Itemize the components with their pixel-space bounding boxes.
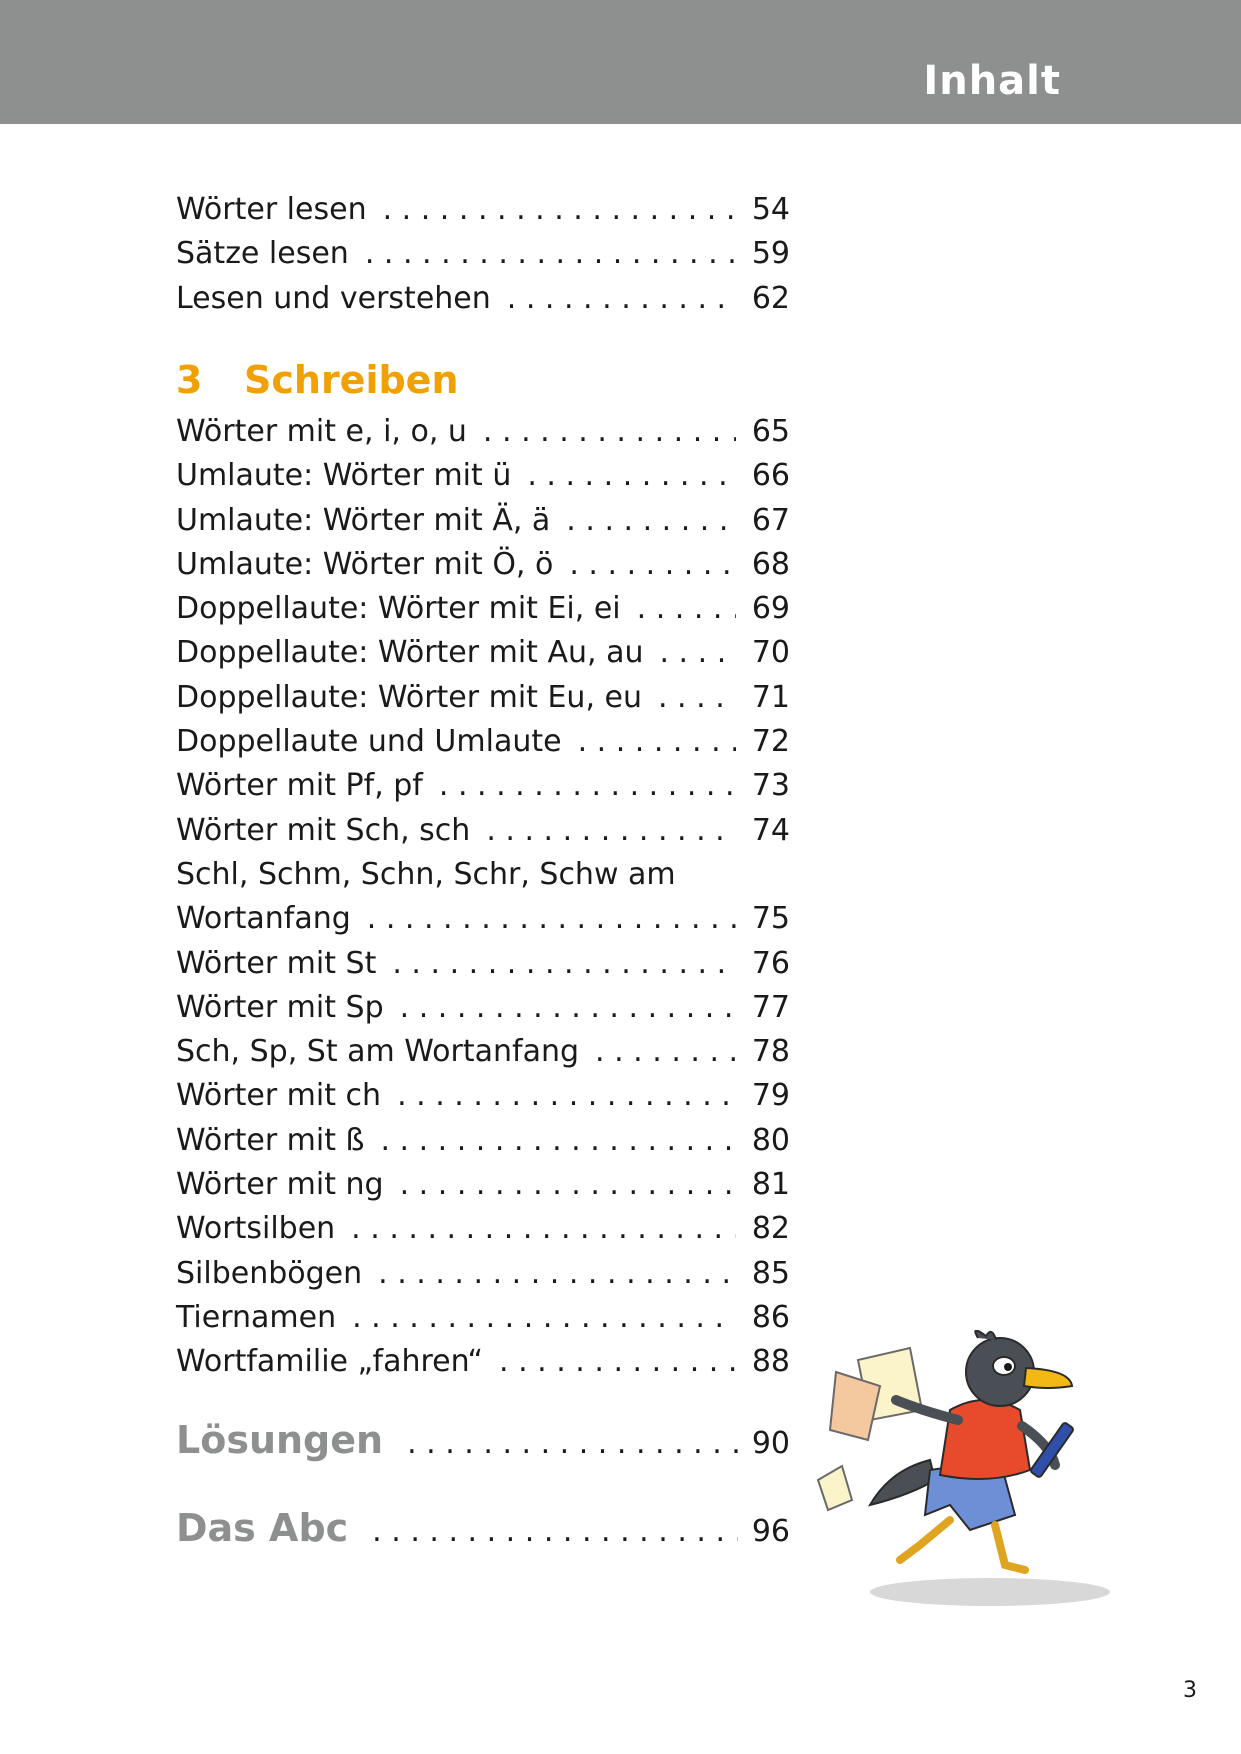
toc-entry[interactable] (176, 499, 790, 543)
toc-entry-label: Wortsilben (176, 1211, 336, 1247)
toc-entry-page: 79 (751, 1078, 790, 1114)
leader-dots (658, 676, 736, 720)
toc-entry[interactable] (176, 986, 790, 1030)
leader-dots (392, 942, 736, 986)
toc-loesungen-label: Lösungen (176, 1418, 384, 1462)
toc-entry-page: 69 (751, 591, 790, 627)
toc-entry-wrapped-line[interactable] (176, 853, 790, 897)
toc-entry[interactable] (176, 897, 790, 941)
toc-entry-page: 86 (751, 1299, 790, 1335)
toc-loesungen-page: 90 (751, 1426, 790, 1461)
toc-entry-label: Wörter mit e, i, o, u (176, 414, 467, 449)
toc-entry-label: Doppellaute: Wörter mit Au, au (176, 635, 644, 671)
toc-entry-label: Wörter mit St (176, 945, 377, 981)
toc-entry-page: 75 (751, 901, 790, 937)
toc-entry-label: Wörter mit ng (176, 1167, 384, 1203)
toc-entry-label: Wörter mit Sch, sch (176, 812, 471, 848)
toc-entry[interactable] (176, 942, 790, 986)
toc-entry[interactable] (176, 277, 790, 321)
toc-entry[interactable] (176, 1207, 790, 1251)
toc-abc-page: 96 (751, 1514, 790, 1549)
toc-entry-label: Doppellaute und Umlaute (176, 724, 562, 760)
toc-entry-page: 67 (751, 502, 790, 538)
toc-entry[interactable] (176, 1163, 790, 1207)
leader-dots (352, 1296, 736, 1340)
toc-entry-page: 77 (751, 989, 790, 1025)
toc-entry[interactable] (176, 232, 790, 276)
leader-dots (483, 410, 736, 454)
toc-entry-label: Lesen und verstehen (176, 280, 491, 316)
leader-dots (499, 1340, 736, 1384)
toc-entry-page: 88 (751, 1344, 790, 1380)
page-title: Inhalt (923, 58, 1061, 104)
toc-entry-label: Wörter mit ch (176, 1078, 382, 1114)
toc-entry-label: Wörter mit ß (176, 1122, 365, 1158)
leader-dots (367, 897, 736, 941)
leader-dots (378, 1252, 736, 1296)
toc-entry-label: Wörter mit Sp (176, 989, 384, 1025)
toc-abc-label: Das Abc (176, 1506, 349, 1550)
leader-dots (527, 454, 736, 498)
toc-entry[interactable] (176, 543, 790, 587)
toc-entry-page: 71 (751, 679, 790, 715)
toc-abc[interactable] (176, 1506, 790, 1550)
leader-dots (659, 631, 736, 675)
toc-entry[interactable] (176, 676, 790, 720)
toc-entry-label: Schl, Schm, Schn, Schr, Schw am (176, 856, 676, 892)
toc-entry-page: 80 (751, 1122, 790, 1158)
toc-entry-page: 81 (751, 1167, 790, 1203)
toc-entry[interactable] (176, 720, 790, 764)
toc-entry-page: 66 (751, 458, 790, 494)
leader-dots (566, 499, 736, 543)
leader-dots (383, 188, 736, 232)
toc-entry-label: Umlaute: Wörter mit Ä, ä (176, 502, 551, 538)
toc-entry-label: Silbenbögen (176, 1255, 363, 1291)
leader-dots (400, 1163, 736, 1207)
leader-dots (569, 543, 736, 587)
toc-entry-page: 76 (751, 945, 790, 981)
page-header (0, 0, 1241, 124)
raven-running-with-pencil-icon (800, 1330, 1160, 1620)
toc-entry-page: 73 (751, 768, 790, 804)
toc-entry[interactable] (176, 1119, 790, 1163)
toc-entry[interactable] (176, 631, 790, 675)
leader-dots (365, 232, 736, 276)
toc-entry-page: 78 (751, 1034, 790, 1070)
toc-entry-page: 59 (751, 236, 790, 272)
page-number: 3 (1183, 1678, 1197, 1703)
leader-dots (380, 1119, 736, 1163)
toc-entry-label: Wortanfang (176, 901, 351, 937)
leader-dots (578, 720, 736, 764)
toc-entry[interactable] (176, 188, 790, 232)
toc-entry-page: 65 (751, 414, 790, 449)
leader-dots (486, 809, 736, 853)
toc-entry[interactable] (176, 809, 790, 853)
toc-entry-page: 70 (751, 635, 790, 671)
toc-entry-page: 54 (751, 192, 790, 227)
toc-entry-label: Umlaute: Wörter mit Ö, ö (176, 546, 554, 582)
toc-top-list (176, 188, 790, 321)
toc-entry[interactable] (176, 764, 790, 808)
section-heading (176, 358, 459, 402)
toc-entry-page: 85 (751, 1255, 790, 1291)
toc-entry-label: Wörter mit Pf, pf (176, 768, 423, 804)
leader-dots (507, 277, 736, 321)
toc-entry[interactable] (176, 1074, 790, 1118)
toc-entry-page: 82 (751, 1211, 790, 1247)
toc-entry[interactable] (176, 410, 790, 454)
toc-entry-label: Sätze lesen (176, 236, 349, 272)
toc-entry[interactable] (176, 1252, 790, 1296)
leader-dots (439, 764, 736, 808)
toc-schreiben-list (176, 410, 790, 1385)
leader-dots (595, 1030, 736, 1074)
toc-entry-label: Doppellaute: Wörter mit Eu, eu (176, 679, 642, 715)
toc-entry-page: 68 (751, 546, 790, 582)
leader-dots (372, 1514, 738, 1549)
toc-entry-page: 74 (751, 812, 790, 848)
toc-entry[interactable] (176, 1030, 790, 1074)
leader-dots (397, 1074, 736, 1118)
section-title: Schreiben (244, 358, 459, 402)
toc-entry-page: 62 (751, 280, 790, 316)
toc-entry-label: Tiernamen (176, 1299, 337, 1335)
toc-entry[interactable] (176, 454, 790, 498)
leader-dots (351, 1207, 736, 1251)
toc-entry-label: Wörter lesen (176, 192, 367, 227)
toc-entry-page: 72 (751, 724, 790, 760)
toc-loesungen[interactable] (176, 1418, 790, 1462)
toc-entry-label: Wortfamilie „fahren“ (176, 1344, 484, 1380)
toc-entry[interactable] (176, 587, 790, 631)
toc-entry-label: Umlaute: Wörter mit ü (176, 458, 512, 494)
toc-entry-label: Doppellaute: Wörter mit Ei, ei (176, 591, 621, 627)
leader-dots (407, 1426, 738, 1461)
toc-entry[interactable] (176, 1296, 790, 1340)
section-number: 3 (176, 358, 203, 402)
toc-entry[interactable] (176, 1340, 790, 1384)
leader-dots (637, 587, 736, 631)
toc-entry-label: Sch, Sp, St am Wortanfang (176, 1034, 580, 1070)
leader-dots (400, 986, 736, 1030)
